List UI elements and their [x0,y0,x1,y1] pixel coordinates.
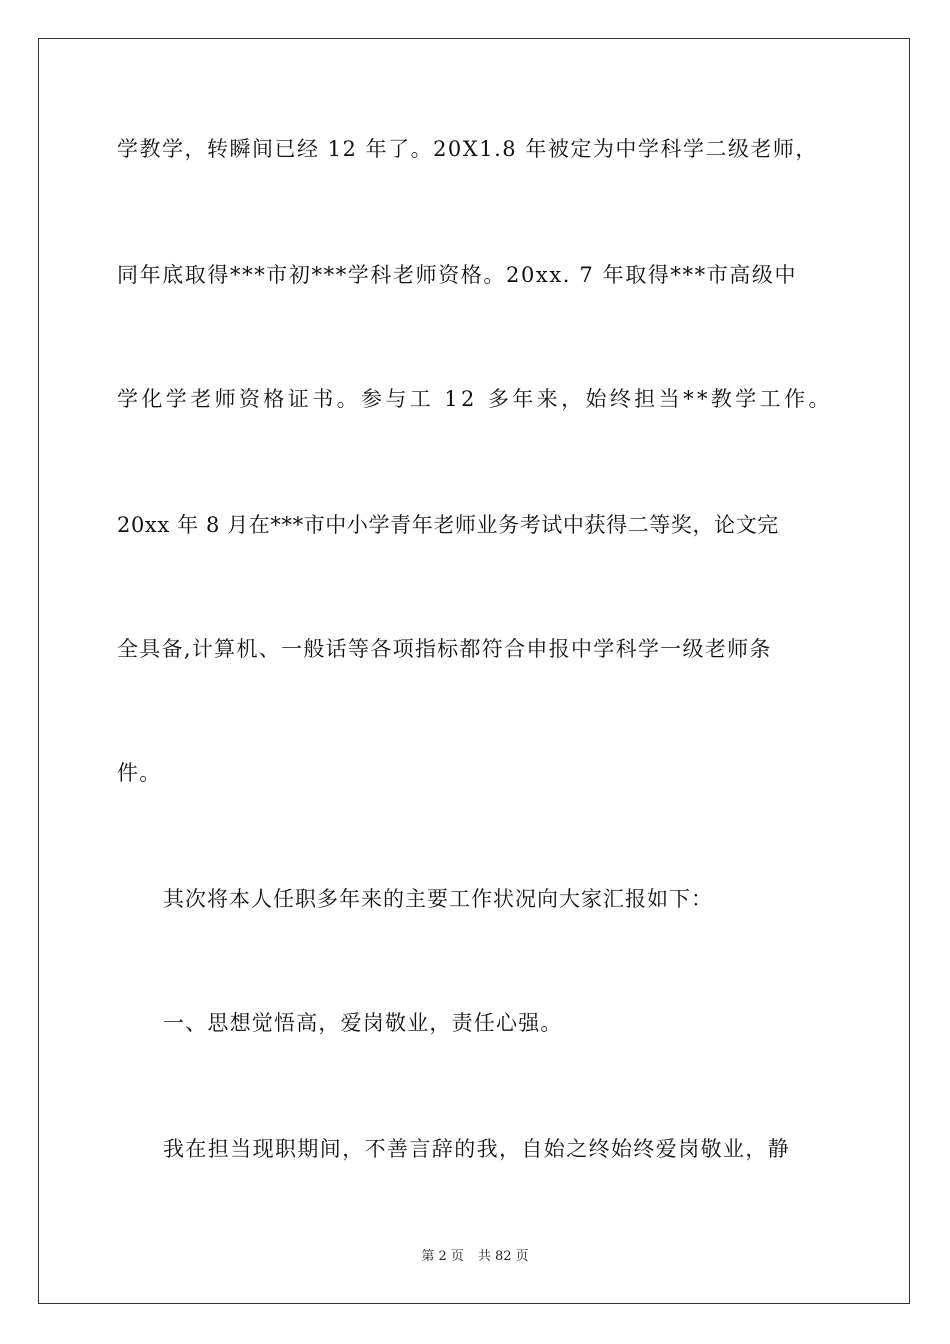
section-heading-1: 一、思想觉悟高，爱岗敬业，责任心强。 [163,1011,563,1035]
body-line-4: 20xx 年 8 月在***市中小学青年老师业务考试中获得二等奖，论文完 [117,513,779,537]
body-line-1: 学教学，转瞬间已经 12 年了。20X1.8 年被定为中学科学二级老师， [117,137,818,161]
body-line-3: 学化学老师资格证书。参与工 12 多年来，始终担当**教学工作。 [117,387,833,411]
page-total: 共 82 页 [477,1249,529,1264]
page-number: 第 2 页 [421,1249,464,1264]
body-line-2: 同年底取得***市初***学科老师资格。20xx. 7 年取得***市高级中 [117,263,798,287]
body-line-5: 全具备,计算机、一般话等各项指标都符合申报中学科学一级老师条 [117,637,772,661]
body-line-6: 件。 [117,761,162,785]
page-footer [0,1248,950,1266]
page-border [38,38,910,1304]
body-line-7: 其次将本人任职多年来的主要工作状况向大家汇报如下： [163,887,713,911]
body-line-9: 我在担当现职期间，不善言辞的我，自始之终始终爱岗敬业，静 [163,1137,791,1161]
